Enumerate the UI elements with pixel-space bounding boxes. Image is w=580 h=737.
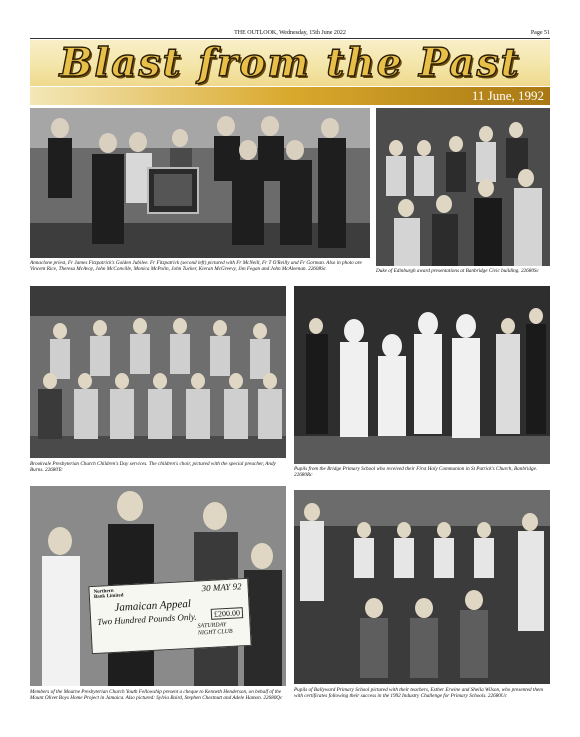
issue-date: 11 June, 1992 (471, 88, 544, 103)
caption-duke-of-edinburgh: Duke of Edinburgh award presentations at Banbridge Civic building. 22680Sc (376, 268, 539, 274)
duke-of-edinburgh-image (376, 108, 550, 266)
cheque-amount-words: Two Hundred Pounds Only. (96, 611, 197, 627)
cheque (88, 578, 251, 654)
page-number: Page 51 (530, 30, 550, 36)
masthead-line: THE OUTLOOK, Wednesday, 15th June 2022 (234, 30, 346, 36)
ballyward-school-image (294, 490, 550, 684)
photo-ballyward-school (294, 490, 550, 684)
photo-first-communion (294, 286, 550, 464)
banner (30, 40, 550, 86)
caption-first-communion: Pupils from the Bridge Primary School who received their First Holy Communion in St Patrick's Church, Banbridge. 22680Rc (294, 466, 538, 479)
cheque-date: 30 MAY 92 (201, 581, 242, 594)
first-communion-image (294, 286, 550, 464)
photo-duke-of-edinburgh (376, 108, 550, 266)
photo-golden-jubilee (30, 108, 370, 258)
date-band (30, 87, 550, 105)
caption-golden-jubilee: Annaclone priest, Fr James Fitzpatrick's Golden Jubilee. Fr Fitzpatrick (second left) pictured with Fr McNeill, Fr T O'Reilly and Fr Gorman. Also in photo are Vincent Rice, Theresa McAvoy, John McConville, Monica McPolin, John Tucker, Kieran McGreevy, Jim Fegan and John McAleenan. 22608Sc (30, 260, 362, 273)
cheque-payee: Jamaican Appeal (114, 597, 192, 614)
photo-cheque-presentation (30, 486, 286, 686)
cheque-signature: SATURDAY NIGHT CLUB (197, 622, 233, 637)
cheque-amount: £200.00 (211, 607, 244, 620)
banner-title: Blast from the Past (59, 40, 521, 86)
brookvale-choir-image (30, 286, 286, 458)
caption-ballyward-school: Pupils of Ballyward Primary School pictured with their teachers, Esther Erwine and Sheila Wilson, who presented them with certificates following their success in the 1992 Industry Challenge for Primary Schools. 22680Uc (294, 687, 543, 700)
caption-brookvale-choir: Brookvale Presbyterian Church Children's Day services. The children's choir, pictured with the special preacher, Andy Burns. 22680Tc (30, 461, 276, 474)
photo-brookvale-choir (30, 286, 286, 458)
masthead-rule (30, 38, 550, 39)
cheque-bank: Northern Bank Limited (93, 588, 124, 600)
golden-jubilee-image (30, 108, 370, 258)
caption-cheque-presentation: Members of the Mourne Presbyterian Church Youth Fellowship present a cheque to Kenneth Henderson, on behalf of the Mount Olivet Boys Home Project in Jamaica. Also pictured: Sylvia Baird, Stephen Chestnutt and Adele Hamon. 22680Qc (30, 689, 283, 702)
